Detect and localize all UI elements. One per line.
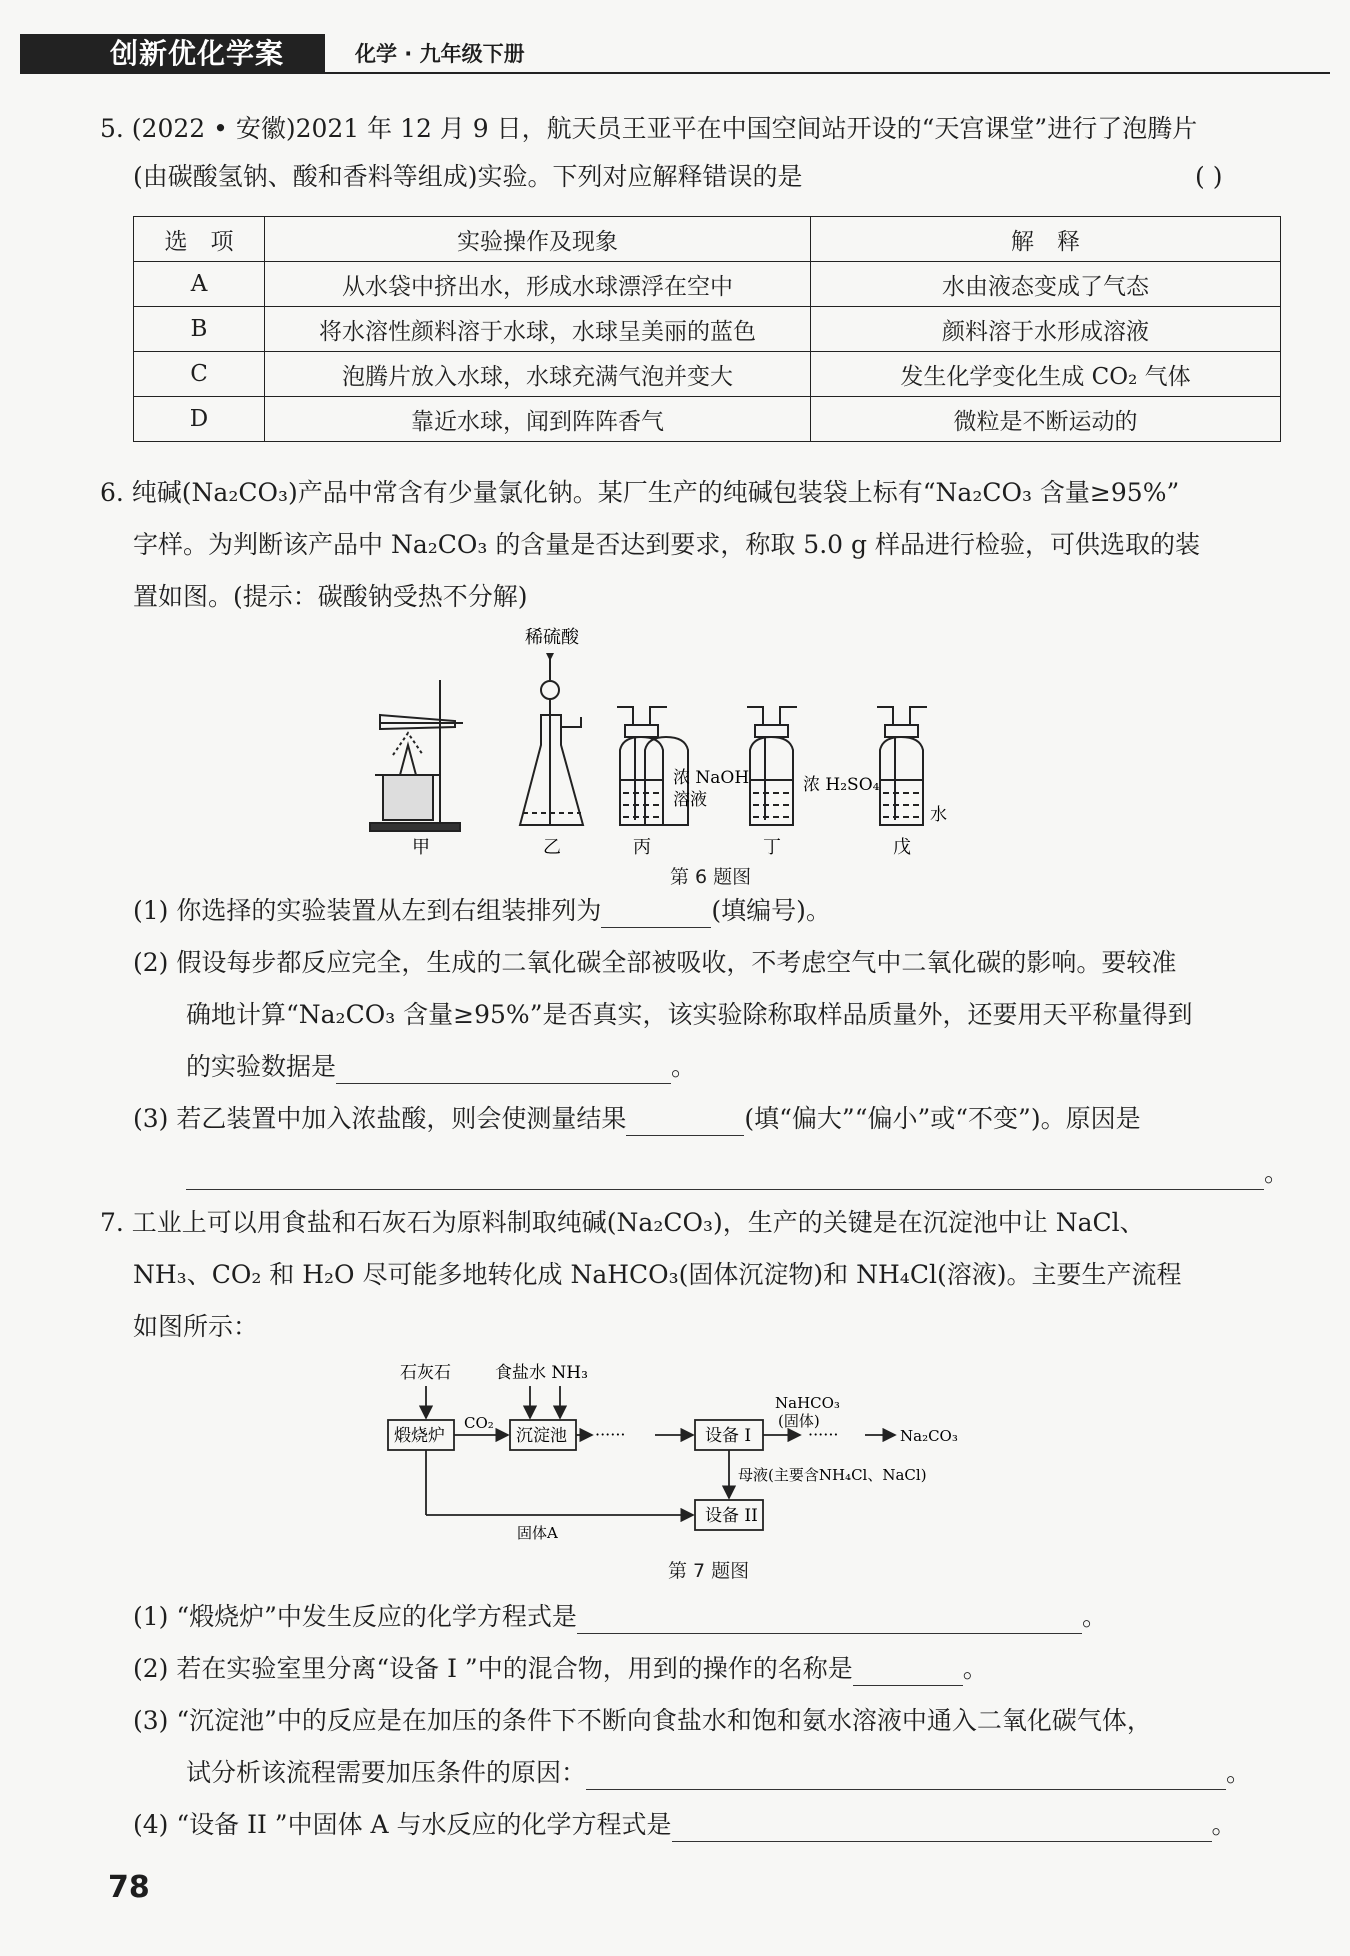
- solid-a-label: 固体A: [517, 1524, 558, 1542]
- q6-sub3-reason: [186, 1156, 1289, 1190]
- label-jia: 甲: [412, 837, 430, 858]
- brand-banner: 创新优化学案: [20, 34, 325, 74]
- answer-blank[interactable]: [586, 1765, 1226, 1790]
- q6-sub1-tail: (填编号)。: [711, 896, 831, 925]
- q7-sub2: [133, 1652, 988, 1686]
- q6-line1: 6. 纯碱(Na₂CO₃)产品中常含有少量氯化钠。某厂生产的纯碱包装袋上标有“Na₂CO₃ 含量≥95%”: [100, 478, 1180, 507]
- q7-sub1-text: (1) “煅烧炉”中发生反应的化学方程式是: [133, 1602, 577, 1631]
- table-row: [134, 262, 1281, 307]
- dots-1: ······: [595, 1425, 626, 1444]
- apparatus-jia: [370, 680, 463, 831]
- device1-label: 设备 I: [705, 1426, 752, 1446]
- q6-sub2-line1: (2) 假设每步都反应完全，生成的二氧化碳全部被吸收，不考虑空气中二氧化碳的影响。要较准: [133, 948, 1177, 977]
- answer-blank[interactable]: [601, 903, 711, 928]
- apparatus-bing: [617, 707, 667, 825]
- period: 。: [1264, 1158, 1290, 1187]
- q7-sub2-text: (2) 若在实验室里分离“设备 I ”中的混合物，用到的操作的名称是: [133, 1654, 853, 1683]
- q6-line2: 字样。为判断该产品中 Na₂CO₃ 的含量是否达到要求，称取 5.0 g 样品进行检验，可供选取的装: [133, 530, 1200, 559]
- answer-blank[interactable]: [853, 1661, 963, 1686]
- apparatus-wu-bottle: [877, 707, 927, 825]
- brine-label: 食盐水 NH₃: [495, 1363, 588, 1383]
- option-letter: B: [134, 307, 265, 352]
- co2-label: CO₂: [464, 1414, 494, 1432]
- subject-title: 化学 · 九年级下册: [355, 42, 525, 66]
- label-ding: 丁: [763, 837, 781, 858]
- page-header: [20, 34, 1330, 76]
- period: 。: [1226, 1758, 1252, 1787]
- table-row: [134, 307, 1281, 352]
- header-cell: 选 项: [134, 217, 265, 262]
- apparatus-yi: [520, 655, 583, 825]
- q6-line3: 置如图。(提示：碳酸钠受热不分解): [133, 582, 528, 611]
- option-letter: A: [134, 262, 265, 307]
- mother-liquor-label: 母液(主要含NH₄Cl、NaCl): [738, 1466, 927, 1484]
- period: 。: [1081, 1602, 1107, 1631]
- option-operation: 从水袋中挤出水，形成水球漂浮在空中: [265, 262, 811, 307]
- naoh-label: 浓 NaOH: [673, 768, 750, 788]
- answer-blank[interactable]: [626, 1111, 744, 1136]
- q7-sub3-text: 试分析该流程需要加压条件的原因：: [186, 1758, 587, 1787]
- option-explanation: 颜料溶于水形成溶液: [811, 307, 1281, 352]
- q6-sub1: [133, 894, 831, 928]
- product-label: Na₂CO₃: [900, 1427, 958, 1445]
- water-label: 水: [930, 805, 947, 825]
- header-cell: 实验操作及现象: [265, 217, 811, 262]
- option-letter: C: [134, 352, 265, 397]
- q7-sub4-text: (4) “设备 II ”中固体 A 与水反应的化学方程式是: [133, 1810, 672, 1839]
- dots-2: ······: [808, 1425, 839, 1444]
- apparatus-ding-bottle: [747, 707, 797, 825]
- period: 。: [1211, 1810, 1237, 1839]
- answer-blank[interactable]: [577, 1609, 1082, 1634]
- q6-sub2-line2: 确地计算“Na₂CO₃ 含量≥95%”是否真实，该实验除称取样品质量外，还要用天平称量得到: [186, 1000, 1193, 1029]
- acid-label: 稀硫酸: [525, 627, 579, 648]
- limestone-label: 石灰石: [400, 1363, 451, 1383]
- q7-figure-caption: 第 7 题图: [668, 1560, 750, 1582]
- q7-sub4: [133, 1808, 1237, 1842]
- q5-options-table: [133, 216, 1281, 442]
- page-number: 78: [108, 1870, 150, 1905]
- q5-answer-paren: ( ): [1195, 162, 1223, 191]
- q7-flowchart: [380, 1358, 1040, 1553]
- answer-blank[interactable]: [672, 1817, 1212, 1842]
- q5-line2: (由碳酸氢钠、酸和香料等组成)实验。下列对应解释错误的是: [133, 162, 803, 191]
- q6-figure-caption: 第 6 题图: [670, 866, 752, 888]
- naoh-label-2: 溶液: [673, 790, 707, 810]
- header-rule: [20, 72, 1330, 74]
- device2-label: 设备 II: [705, 1506, 758, 1526]
- option-operation: 靠近水球，闻到阵阵香气: [265, 397, 811, 442]
- label-wu: 戊: [893, 837, 911, 858]
- label-bing: 丙: [633, 837, 651, 858]
- q7-line3: 如图所示：: [133, 1312, 259, 1341]
- q6-sub1-text: (1) 你选择的实验装置从左到右组装排列为: [133, 896, 602, 925]
- table-row: [134, 352, 1281, 397]
- q7-line1: 7. 工业上可以用食盐和石灰石为原料制取纯碱(Na₂CO₃)，生产的关键是在沉淀池中让 NaCl、: [100, 1208, 1145, 1237]
- q6-apparatus-figure: [355, 625, 947, 885]
- answer-blank[interactable]: [186, 1165, 1264, 1190]
- q7-sub3-line1: (3) “沉淀池”中的反应是在加压的条件下不断向食盐水和饱和氨水溶液中通入二氧化碳气体，: [133, 1706, 1152, 1735]
- solid-label: (固体): [778, 1412, 820, 1430]
- option-operation: 将水溶性颜料溶于水球，水球呈美丽的蓝色: [265, 307, 811, 352]
- q6-sub3-text: (3) 若乙装置中加入浓盐酸，则会使测量结果: [133, 1104, 627, 1133]
- q6-sub3-tail: (填“偏大”“偏小”或“不变”)。原因是: [744, 1104, 1141, 1133]
- option-letter: D: [134, 397, 265, 442]
- table-header-row: [134, 217, 1281, 262]
- table-row: [134, 397, 1281, 442]
- furnace-label: 煅烧炉: [394, 1426, 445, 1446]
- tank-label: 沉淀池: [516, 1426, 567, 1446]
- q7-sub3-line2: [186, 1756, 1251, 1790]
- option-explanation: 水由液态变成了气态: [811, 262, 1281, 307]
- h2so4-label: 浓 H₂SO₄: [803, 775, 880, 795]
- q6-sub2-text: 的实验数据是: [186, 1052, 337, 1081]
- option-explanation: 发生化学变化生成 CO₂ 气体: [811, 352, 1281, 397]
- nahco3-label: NaHCO₃: [775, 1394, 840, 1412]
- q7-line2: NH₃、CO₂ 和 H₂O 尽可能多地转化成 NaHCO₃(固体沉淀物)和 NH₄Cl(溶液)。主要生产流程: [133, 1260, 1182, 1289]
- period: 。: [671, 1052, 697, 1081]
- period: 。: [962, 1654, 988, 1683]
- option-operation: 泡腾片放入水球，水球充满气泡并变大: [265, 352, 811, 397]
- q6-sub2-line3: [186, 1050, 696, 1084]
- q6-sub3: [133, 1102, 1141, 1136]
- acid-arrow: [546, 653, 554, 661]
- option-explanation: 微粒是不断运动的: [811, 397, 1281, 442]
- header-cell: 解 释: [811, 217, 1281, 262]
- answer-blank[interactable]: [336, 1059, 671, 1084]
- q5-line1: 5. (2022 • 安徽)2021 年 12 月 9 日，航天员王亚平在中国空间站开设的“天宫课堂”进行了泡腾片: [100, 114, 1198, 143]
- q7-sub1: [133, 1600, 1107, 1634]
- label-yi: 乙: [543, 837, 561, 858]
